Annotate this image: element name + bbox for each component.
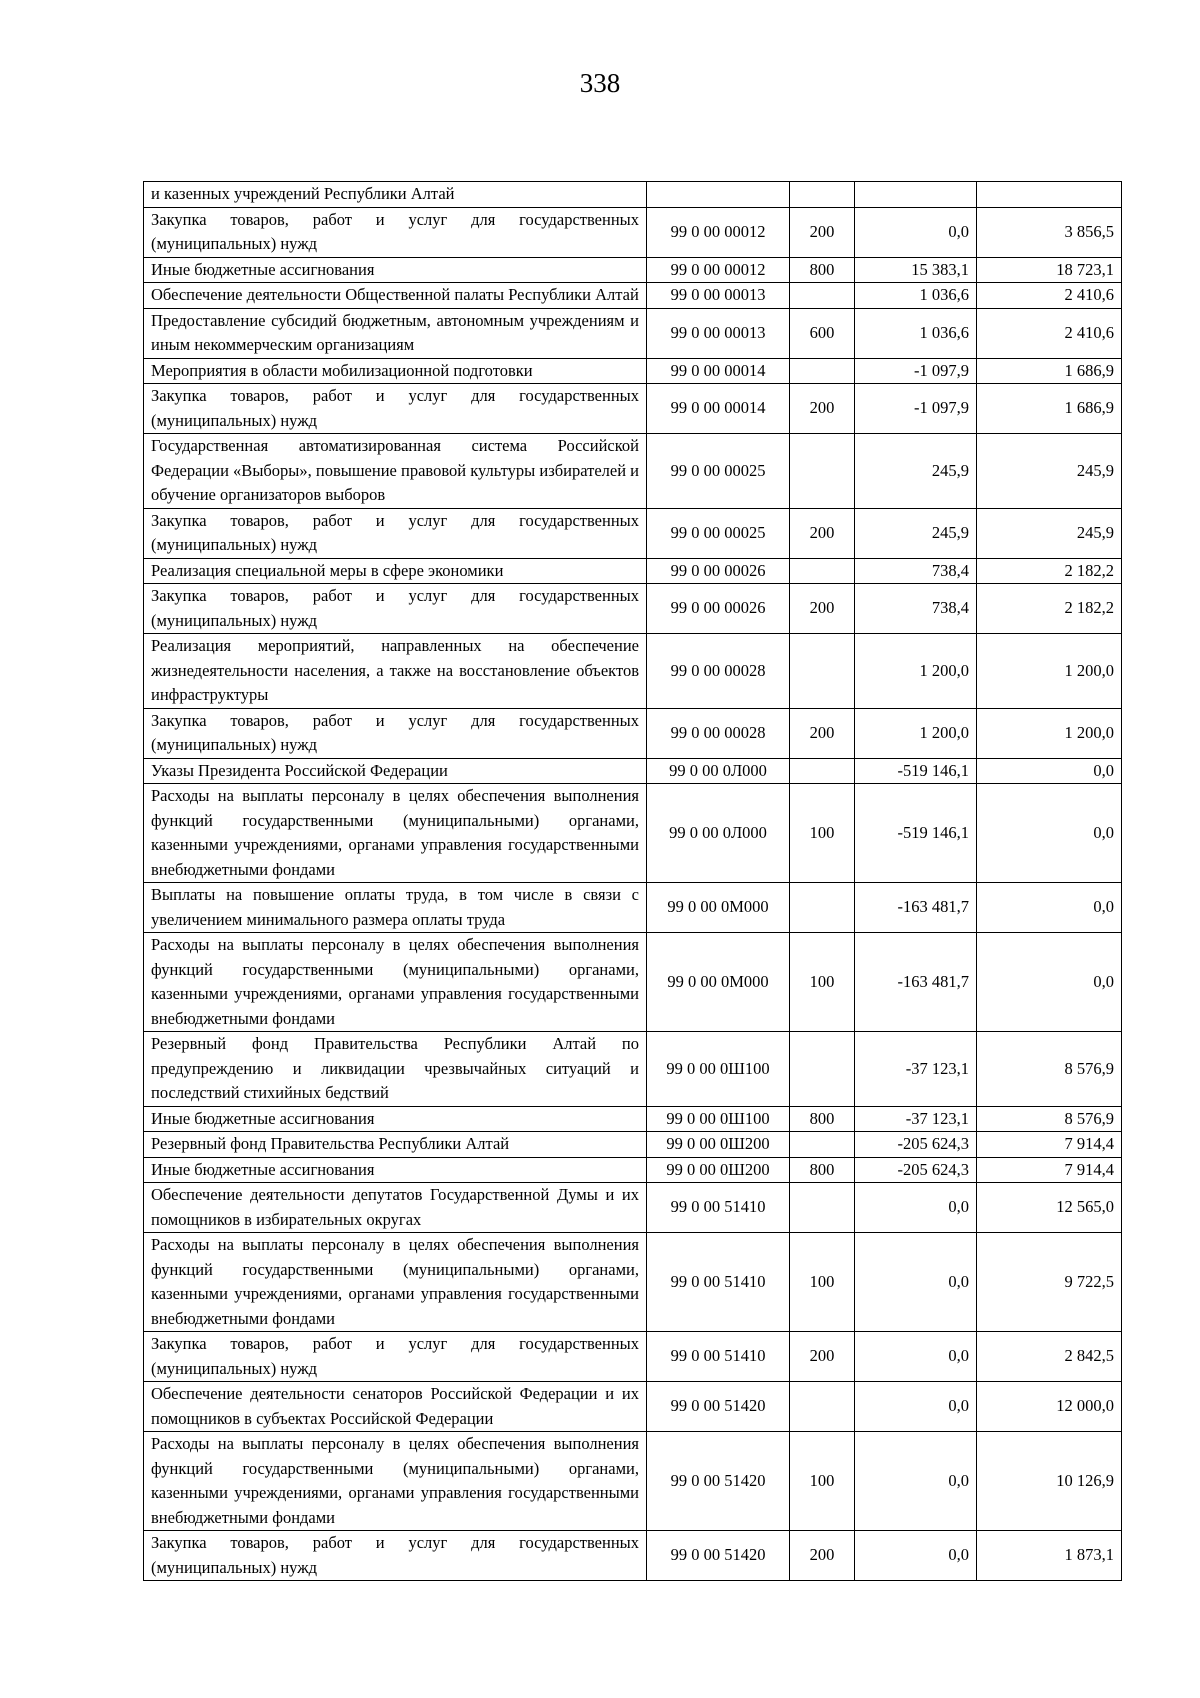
table-row [144,784,1122,883]
row-amount-1: 0,0 [855,1531,977,1581]
row-amount-2: 18 723,1 [977,257,1122,283]
row-amount-2: 7 914,4 [977,1157,1122,1183]
row-name: Предоставление субсидий бюджетным, автономным учреждениям и иным некоммерческим организациям [144,308,647,358]
row-code: 99 0 00 00026 [647,584,790,634]
row-name: Расходы на выплаты персоналу в целях обеспечения выполнения функций государственными (муниципальными) органами, казенными учреждениями, органами управления государственными внебюджетными фондами [144,1233,647,1332]
row-amount-1: -205 624,3 [855,1132,977,1158]
row-amount-1: 0,0 [855,1183,977,1233]
row-code: 99 0 00 00014 [647,358,790,384]
row-type: 200 [790,384,855,434]
row-amount-1: -37 123,1 [855,1106,977,1132]
row-amount-2: 1 686,9 [977,358,1122,384]
row-name: Мероприятия в области мобилизационной подготовки [144,358,647,384]
row-code: 99 0 00 00012 [647,207,790,257]
table-row [144,1106,1122,1132]
row-code: 99 0 00 0М000 [647,933,790,1032]
row-type: 200 [790,1531,855,1581]
row-name: Резервный фонд Правительства Республики Алтай [144,1132,647,1158]
row-name: Расходы на выплаты персоналу в целях обеспечения выполнения функций государственными (муниципальными) органами, казенными учреждениями, органами управления государственными внебюджетными фондами [144,784,647,883]
row-amount-1: -205 624,3 [855,1157,977,1183]
row-type: 200 [790,508,855,558]
row-amount-1: 245,9 [855,434,977,509]
row-amount-2: 1 200,0 [977,634,1122,709]
row-type: 800 [790,1157,855,1183]
row-amount-2: 0,0 [977,784,1122,883]
row-name: Закупка товаров, работ и услуг для государственных (муниципальных) нужд [144,1531,647,1581]
row-amount-1: -519 146,1 [855,758,977,784]
row-name: Иные бюджетные ассигнования [144,257,647,283]
table-row [144,358,1122,384]
row-amount-2: 2 182,2 [977,584,1122,634]
row-type: 200 [790,708,855,758]
row-type [790,182,855,208]
row-code: 99 0 00 00013 [647,283,790,309]
row-name: Закупка товаров, работ и услуг для государственных (муниципальных) нужд [144,584,647,634]
table-row [144,283,1122,309]
row-code [647,182,790,208]
table-row [144,1382,1122,1432]
row-amount-2: 0,0 [977,758,1122,784]
row-amount-2: 2 182,2 [977,558,1122,584]
row-code: 99 0 00 00028 [647,634,790,709]
row-amount-2: 8 576,9 [977,1106,1122,1132]
row-amount-2: 245,9 [977,508,1122,558]
table-row [144,308,1122,358]
table-row [144,1332,1122,1382]
row-type [790,1183,855,1233]
row-name: Закупка товаров, работ и услуг для государственных (муниципальных) нужд [144,207,647,257]
row-name: Обеспечение деятельности депутатов Государственной Думы и их помощников в избирательных округах [144,1183,647,1233]
table-row [144,1531,1122,1581]
row-amount-1: 738,4 [855,584,977,634]
row-type: 600 [790,308,855,358]
row-name: Резервный фонд Правительства Республики Алтай по предупреждению и ликвидации чрезвычайных ситуаций и последствий стихийных бедствий [144,1032,647,1107]
row-amount-1: 245,9 [855,508,977,558]
row-name: Расходы на выплаты персоналу в целях обеспечения выполнения функций государственными (муниципальными) органами, казенными учреждениями, органами управления государственными внебюджетными фондами [144,933,647,1032]
table-row [144,758,1122,784]
row-type: 200 [790,1332,855,1382]
table-row [144,1183,1122,1233]
row-amount-2: 12 000,0 [977,1382,1122,1432]
row-type: 200 [790,207,855,257]
table-row [144,558,1122,584]
row-type [790,283,855,309]
row-type: 100 [790,1432,855,1531]
row-amount-2: 1 200,0 [977,708,1122,758]
row-type: 800 [790,1106,855,1132]
row-name: Реализация мероприятий, направленных на обеспечение жизнедеятельности населения, а также на восстановление объектов инфраструктуры [144,634,647,709]
row-name: Обеспечение деятельности сенаторов Российской Федерации и их помощников в субъектах Российской Федерации [144,1382,647,1432]
row-amount-2: 1 873,1 [977,1531,1122,1581]
row-code: 99 0 00 0Ш200 [647,1132,790,1158]
row-code: 99 0 00 0Ш100 [647,1106,790,1132]
row-amount-1: 1 200,0 [855,708,977,758]
row-code: 99 0 00 0Ш200 [647,1157,790,1183]
row-type: 100 [790,1233,855,1332]
row-type [790,434,855,509]
row-type [790,758,855,784]
row-amount-2: 245,9 [977,434,1122,509]
row-name: Иные бюджетные ассигнования [144,1106,647,1132]
row-amount-1: -1 097,9 [855,384,977,434]
table-row [144,933,1122,1032]
row-amount-1: 0,0 [855,1332,977,1382]
row-amount-2: 2 410,6 [977,283,1122,309]
row-amount-2: 8 576,9 [977,1032,1122,1107]
row-amount-2: 7 914,4 [977,1132,1122,1158]
table-row [144,434,1122,509]
row-type [790,634,855,709]
table-row [144,1233,1122,1332]
row-code: 99 0 00 00025 [647,508,790,558]
row-amount-1: -37 123,1 [855,1032,977,1107]
row-code: 99 0 00 00014 [647,384,790,434]
row-amount-2: 3 856,5 [977,207,1122,257]
row-type [790,1382,855,1432]
row-amount-1 [855,182,977,208]
table-row [144,257,1122,283]
table-row [144,708,1122,758]
row-amount-1: 15 383,1 [855,257,977,283]
page-number: 338 [579,68,621,98]
row-amount-1: -163 481,7 [855,883,977,933]
row-name: Государственная автоматизированная система Российской Федерации «Выборы», повышение правовой культуры избирателей и обучение организаторов выборов [144,434,647,509]
row-code: 99 0 00 00028 [647,708,790,758]
row-amount-1: 0,0 [855,207,977,257]
row-amount-1: 1 200,0 [855,634,977,709]
row-name: Указы Президента Российской Федерации [144,758,647,784]
row-code: 99 0 00 51420 [647,1531,790,1581]
table-row [144,1157,1122,1183]
row-amount-2: 10 126,9 [977,1432,1122,1531]
row-amount-1: 1 036,6 [855,308,977,358]
row-type [790,883,855,933]
row-name: Закупка товаров, работ и услуг для государственных (муниципальных) нужд [144,708,647,758]
row-amount-1: 1 036,6 [855,283,977,309]
table-row [144,634,1122,709]
row-name: Закупка товаров, работ и услуг для государственных (муниципальных) нужд [144,384,647,434]
row-code: 99 0 00 0М000 [647,883,790,933]
row-amount-1: 738,4 [855,558,977,584]
row-amount-1: -1 097,9 [855,358,977,384]
row-code: 99 0 00 00012 [647,257,790,283]
row-code: 99 0 00 51420 [647,1382,790,1432]
row-amount-1: -519 146,1 [855,784,977,883]
row-amount-2: 0,0 [977,933,1122,1032]
row-type [790,358,855,384]
table-row [144,1132,1122,1158]
table-row [144,384,1122,434]
row-code: 99 0 00 51410 [647,1332,790,1382]
table-row [144,508,1122,558]
row-code: 99 0 00 00013 [647,308,790,358]
table-row [144,207,1122,257]
row-name: Обеспечение деятельности Общественной палаты Республики Алтай [144,283,647,309]
table-row [144,883,1122,933]
row-type: 100 [790,784,855,883]
row-name: Закупка товаров, работ и услуг для государственных (муниципальных) нужд [144,508,647,558]
row-code: 99 0 00 0Л000 [647,784,790,883]
row-amount-2: 2 410,6 [977,308,1122,358]
row-code: 99 0 00 00026 [647,558,790,584]
row-name: Выплаты на повышение оплаты труда, в том числе в связи с увеличением минимального размера оплаты труда [144,883,647,933]
row-type: 800 [790,257,855,283]
row-type [790,1132,855,1158]
table-row [144,1432,1122,1531]
row-name: Иные бюджетные ассигнования [144,1157,647,1183]
table-row [144,1032,1122,1107]
row-code: 99 0 00 0Л000 [647,758,790,784]
row-type: 200 [790,584,855,634]
row-amount-2: 0,0 [977,883,1122,933]
row-name: Закупка товаров, работ и услуг для государственных (муниципальных) нужд [144,1332,647,1382]
row-amount-2: 2 842,5 [977,1332,1122,1382]
row-amount-2 [977,182,1122,208]
row-type [790,1032,855,1107]
row-code: 99 0 00 51410 [647,1233,790,1332]
row-amount-1: -163 481,7 [855,933,977,1032]
row-name: Расходы на выплаты персоналу в целях обеспечения выполнения функций государственными (муниципальными) органами, казенными учреждениями, органами управления государственными внебюджетными фондами [144,1432,647,1531]
row-name: и казенных учреждений Республики Алтай [144,182,647,208]
row-amount-1: 0,0 [855,1233,977,1332]
row-amount-1: 0,0 [855,1432,977,1531]
row-code: 99 0 00 51410 [647,1183,790,1233]
row-name: Реализация специальной меры в сфере экономики [144,558,647,584]
table-row [144,584,1122,634]
budget-table [143,181,1122,1581]
row-amount-2: 1 686,9 [977,384,1122,434]
row-amount-2: 9 722,5 [977,1233,1122,1332]
row-code: 99 0 00 00025 [647,434,790,509]
row-code: 99 0 00 51420 [647,1432,790,1531]
row-amount-1: 0,0 [855,1382,977,1432]
row-type: 100 [790,933,855,1032]
table-row [144,182,1122,208]
row-type [790,558,855,584]
row-amount-2: 12 565,0 [977,1183,1122,1233]
row-code: 99 0 00 0Ш100 [647,1032,790,1107]
